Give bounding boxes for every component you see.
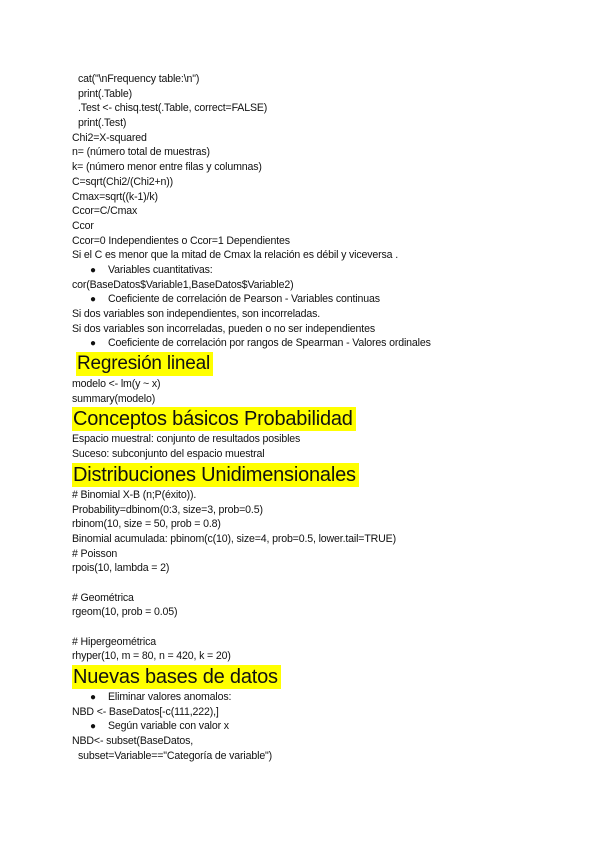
text-line: Ccor bbox=[72, 219, 94, 232]
code-line: modelo <- lm(y ~ x) bbox=[72, 378, 161, 391]
bullet-text: Coeficiente de correlación por rangos de Spearman - Valores ordinales bbox=[108, 337, 431, 350]
code-line: cat("\nFrequency table:\n") bbox=[78, 73, 200, 85]
code-line: rbinom(10, size = 50, prob = 0.8) bbox=[72, 518, 221, 531]
heading-row bbox=[72, 407, 572, 431]
heading-distribuciones: Distribuciones Unidimensionales bbox=[72, 463, 359, 487]
bullet-text: Eliminar valores anomalos: bbox=[108, 691, 232, 704]
bullet-icon: ● bbox=[90, 692, 96, 704]
code-line: rgeom(10, prob = 0.05) bbox=[72, 606, 178, 619]
code-line: cor(BaseDatos$Variable1,BaseDatos$Variable2) bbox=[72, 278, 294, 291]
heading-row bbox=[72, 463, 572, 487]
text-line: Si dos variables son incorreladas, pueden o no ser independientes bbox=[72, 322, 375, 335]
text-line: Chi2=X-squared bbox=[72, 131, 147, 144]
code-line: Probability=dbinom(0:3, size=3, prob=0.5) bbox=[72, 503, 263, 516]
text-line: k= (número menor entre filas y columnas) bbox=[72, 161, 262, 174]
text-line: Espacio muestral: conjunto de resultados posibles bbox=[72, 433, 301, 446]
bullet-text: Según variable con valor x bbox=[108, 720, 229, 733]
bullet-icon: ● bbox=[90, 264, 96, 276]
code-line: # Poisson bbox=[72, 547, 118, 560]
code-line: rhyper(10, m = 80, n = 420, k = 20) bbox=[72, 650, 231, 663]
text-line: Ccor=0 Independientes o Ccor=1 Dependientes bbox=[72, 234, 290, 247]
text-line: C=sqrt(Chi2/(Chi2+n)) bbox=[72, 175, 174, 188]
heading-nuevas: Nuevas bases de datos bbox=[72, 665, 281, 689]
code-line: Binomial acumulada: pbinom(c(10), size=4, prob=0.5, lower.tail=TRUE) bbox=[72, 532, 396, 545]
code-line: NBD<- subset(BaseDatos, bbox=[72, 735, 194, 748]
text-line: Si el C es menor que la mitad de Cmax la relación es débil y viceversa . bbox=[72, 249, 398, 262]
code-line: NBD <- BaseDatos[-c(111,222),] bbox=[72, 705, 219, 718]
code-line: print(.Table) bbox=[78, 87, 132, 100]
blank-line bbox=[72, 576, 572, 591]
bullet-icon: ● bbox=[90, 294, 96, 306]
text-line: Cmax=sqrt((k-1)/k) bbox=[72, 190, 158, 203]
bullet-item bbox=[72, 690, 572, 705]
bullet-item bbox=[72, 336, 572, 351]
text-line: Ccor=C/Cmax bbox=[72, 205, 138, 218]
code-line: # Hipergeométrica bbox=[72, 635, 157, 648]
heading-conceptos: Conceptos básicos Probabilidad bbox=[72, 407, 356, 431]
heading-row bbox=[72, 352, 572, 376]
heading-regresion: Regresión lineal bbox=[76, 352, 213, 376]
bullet-text: Coeficiente de correlación de Pearson - Variables continuas bbox=[108, 293, 380, 306]
bullet-item bbox=[72, 263, 572, 278]
code-line: .Test <- chisq.test(.Table, correct=FALSE) bbox=[78, 102, 268, 115]
code-line: summary(modelo) bbox=[72, 392, 156, 405]
code-line: print(.Test) bbox=[78, 117, 127, 130]
bullet-item bbox=[72, 719, 572, 734]
code-line: # Binomial X-B (n;P(éxito)). bbox=[72, 488, 197, 501]
code-line: # Geométrica bbox=[72, 591, 134, 604]
text-line: Si dos variables son independientes, son incorreladas. bbox=[72, 308, 321, 320]
text-line: n= (número total de muestras) bbox=[72, 146, 210, 159]
heading-row bbox=[72, 665, 572, 689]
code-line: subset=Variable=="Categoría de variable") bbox=[78, 749, 273, 762]
bullet-icon: ● bbox=[90, 721, 96, 733]
code-line: rpois(10, lambda = 2) bbox=[72, 562, 170, 575]
blank-line bbox=[72, 620, 572, 635]
bullet-text: Variables cuantitativas: bbox=[108, 263, 213, 276]
bullet-item bbox=[72, 292, 572, 307]
bullet-icon: ● bbox=[90, 338, 96, 350]
document-body bbox=[72, 72, 572, 764]
text-line: Suceso: subconjunto del espacio muestral bbox=[72, 448, 265, 461]
